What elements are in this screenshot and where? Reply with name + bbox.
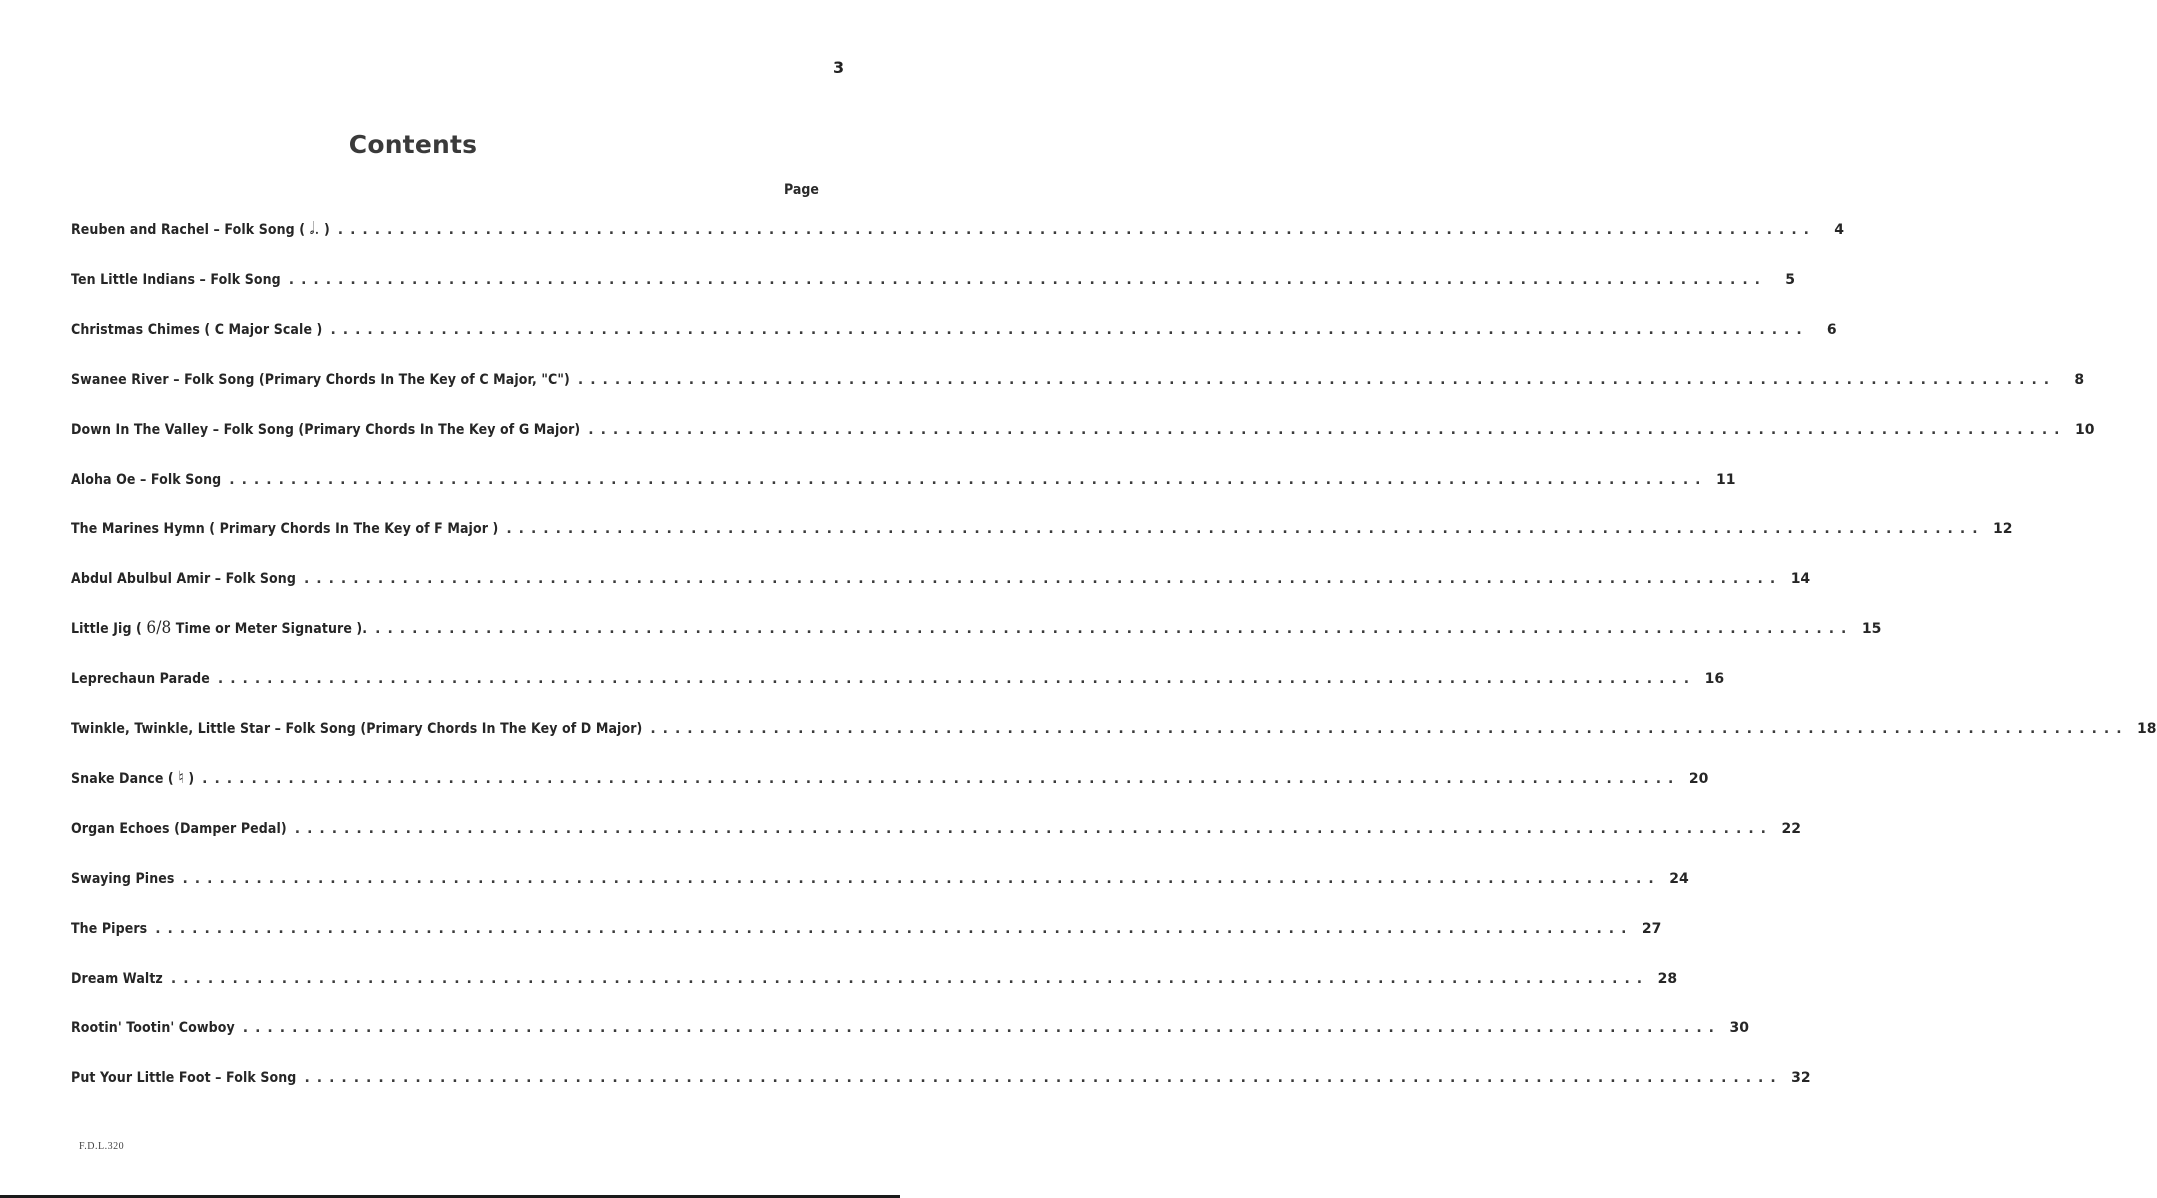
entry-page-number: 18 (2137, 721, 2157, 737)
entry-title-suffix: Time or Meter Signature ). (171, 621, 368, 638)
dot-leader: ........................................................................................................................ (650, 721, 2129, 737)
entry-page-number: 20 (1688, 770, 1709, 787)
entry-title (71, 472, 221, 488)
entry-title-text: Little Jig ( (71, 621, 147, 638)
entry-page-number: 28 (1657, 970, 1678, 987)
contents-entry[interactable] (71, 563, 1811, 588)
dot-leader: ........................................................................................................................ (170, 970, 1650, 987)
entry-page-number: 10 (2075, 421, 2095, 438)
page-column-header: Page (784, 182, 819, 198)
entry-page-number: 14 (1790, 571, 1811, 588)
entry-page-number: 16 (1704, 671, 1725, 688)
dot-leader: ........................................................................................................................ (506, 521, 1985, 538)
music-symbol-icon: 6/8 (146, 618, 172, 639)
footer-code: F.D.L.320 (79, 1141, 125, 1152)
entry-title-suffix: ) (183, 770, 195, 787)
entry-title (71, 671, 210, 687)
dot-leader: ........................................................................................................................ (242, 1020, 1721, 1037)
entry-page-number: 5 (1785, 271, 1795, 288)
entry-title (71, 971, 163, 987)
entry-page-number: 27 (1641, 920, 1662, 937)
dot-leader: ........................................................................................................................ (303, 571, 1783, 588)
dot-leader: ........................................................................................................................ (229, 471, 1708, 488)
entry-title-text: Dream Waltz (71, 970, 163, 987)
dot-leader: ........................................................................................................................ (304, 1070, 1783, 1087)
entry-title (71, 322, 322, 338)
entry-title (71, 221, 330, 238)
dot-leader: ........................................................................................................................ (288, 271, 1767, 288)
entry-title-suffix: ) (319, 222, 330, 238)
dot-leader: ........................................................................................................................ (182, 870, 1661, 887)
entry-title (71, 767, 195, 788)
dot-leader: ........................................................................................................................ (577, 371, 2057, 388)
entry-title (71, 821, 287, 837)
entry-title (71, 1070, 296, 1086)
music-symbol-icon: 𝅗𝅥. (309, 219, 320, 239)
entry-page-number: 8 (2074, 371, 2085, 388)
entry-title-text: Abdul Abulbul Amir – Folk Song (71, 571, 296, 588)
entry-title (71, 422, 580, 438)
entry-page-number: 32 (1791, 1070, 1811, 1087)
entry-title-text: Leprechaun Parade (71, 671, 210, 688)
entry-title-text: Put Your Little Foot – Folk Song (71, 1070, 297, 1087)
entry-title-text: Swaying Pines (71, 870, 175, 887)
contents-entry[interactable] (71, 763, 1709, 788)
entry-page-number: 6 (1826, 321, 1837, 338)
contents-entry[interactable] (71, 963, 1678, 987)
contents-entry[interactable] (71, 364, 2085, 388)
dot-leader: ........................................................................................................................ (294, 820, 1773, 837)
dot-leader: ........................................................................................................................ (337, 222, 1816, 238)
entry-page-number: 4 (1834, 222, 1844, 238)
entry-title-text: Ten Little Indians – Folk Song (71, 271, 281, 288)
entry-title-text: Twinkle, Twinkle, Little Star – Folk Song (Primary Chords In The Key of D Major) (71, 721, 643, 737)
entry-page-number: 12 (1993, 521, 2013, 538)
dot-leader: ........................................................................................................................ (375, 621, 1854, 638)
contents-entry[interactable] (71, 713, 2157, 737)
contents-entry[interactable] (71, 464, 1736, 488)
contents-entry[interactable] (71, 214, 1844, 239)
entry-title-text: Organ Echoes (Damper Pedal) (71, 820, 287, 837)
entry-title-text: The Pipers (71, 920, 148, 937)
dot-leader: ........................................................................................................................ (588, 421, 2067, 438)
contents-entry[interactable] (71, 913, 1662, 937)
entry-title (71, 921, 147, 937)
dot-leader: ........................................................................................................................ (217, 671, 1697, 688)
entry-title (71, 721, 642, 737)
entry-page-number: 30 (1729, 1020, 1749, 1037)
entry-title-text: The Marines Hymn ( Primary Chords In The Key of F Major ) (71, 521, 499, 538)
contents-entry[interactable] (71, 264, 1795, 288)
contents-entry[interactable] (71, 414, 2095, 438)
entry-title-text: Snake Dance ( (71, 770, 179, 787)
contents-entry[interactable] (71, 1062, 1811, 1087)
entry-title-text: Reuben and Rachel – Folk Song ( (71, 222, 310, 238)
entry-page-number: 22 (1781, 820, 1801, 837)
contents-entry[interactable] (71, 813, 1801, 837)
contents-entry[interactable] (71, 513, 2013, 538)
contents-entry[interactable] (71, 613, 1882, 639)
dot-leader: ........................................................................................................................ (155, 920, 1634, 937)
page-title: Contents (348, 130, 478, 159)
entry-page-number: 24 (1669, 870, 1689, 887)
entry-title (71, 620, 367, 637)
dot-leader: ........................................................................................................................ (330, 321, 1809, 338)
page-number: 3 (833, 58, 845, 77)
dot-leader: ........................................................................................................................ (202, 770, 1681, 787)
entry-title-text: Rootin' Tootin' Cowboy (71, 1020, 235, 1037)
entry-title (71, 272, 281, 288)
contents-entry[interactable] (71, 314, 1837, 338)
entry-title (71, 571, 296, 587)
entry-title-text: Down In The Valley – Folk Song (Primary Chords In The Key of G Major) (71, 421, 581, 438)
contents-entry[interactable] (71, 863, 1689, 887)
contents-entry[interactable] (71, 1012, 1749, 1037)
entry-title (71, 521, 498, 537)
entry-title-text: Swanee River – Folk Song (Primary Chords In The Key of C Major, "C") (71, 371, 570, 388)
contents-entry[interactable] (71, 663, 1725, 688)
music-symbol-icon: ♮ (178, 767, 184, 788)
entry-page-number: 11 (1716, 471, 1736, 488)
entry-title (71, 871, 174, 887)
entry-title-text: Christmas Chimes ( C Major Scale ) (71, 321, 323, 338)
entry-title (71, 1020, 235, 1036)
entry-page-number: 15 (1861, 621, 1882, 638)
entry-title-text: Aloha Oe – Folk Song (71, 471, 222, 488)
entry-title (71, 372, 570, 388)
